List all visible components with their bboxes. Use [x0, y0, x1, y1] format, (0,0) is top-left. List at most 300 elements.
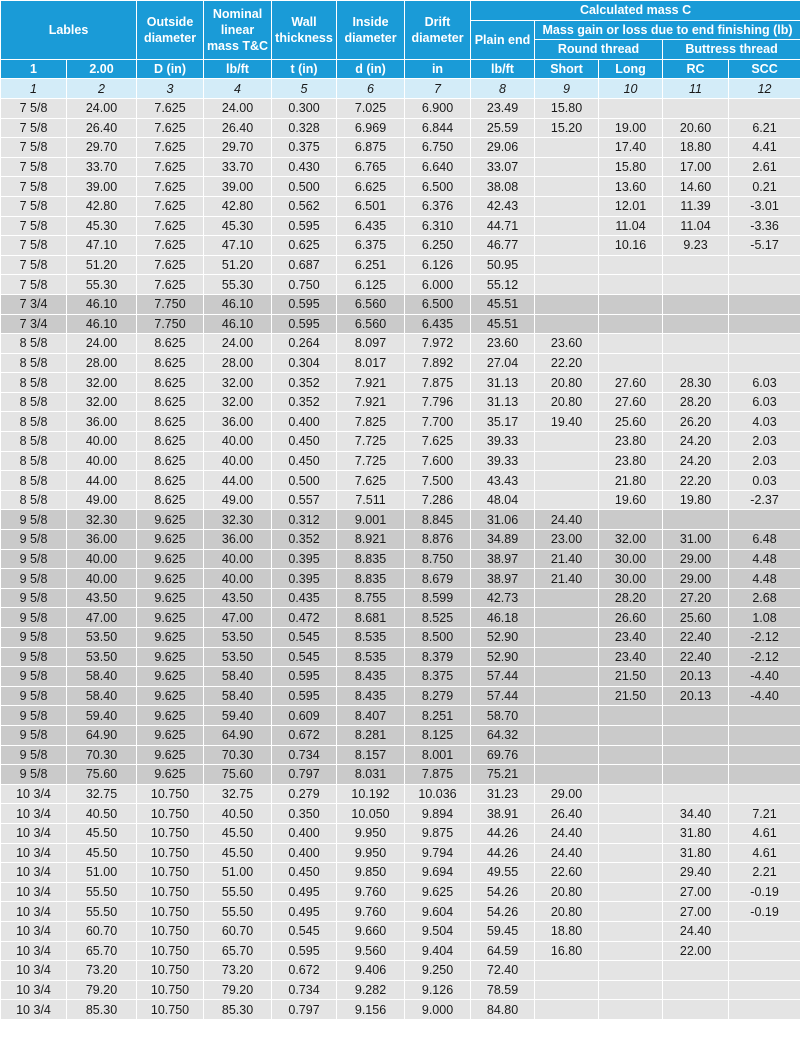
table-cell: 24.00: [204, 334, 272, 354]
table-cell: 8.681: [337, 608, 405, 628]
table-cell: 54.26: [471, 882, 535, 902]
table-cell: [599, 314, 663, 334]
table-cell: 7.825: [337, 412, 405, 432]
table-cell: 51.20: [67, 255, 137, 275]
table-cell: 75.60: [67, 765, 137, 785]
table-row: [1, 706, 800, 726]
table-row: [1, 255, 800, 275]
header-plain-end: Plain end: [471, 20, 535, 59]
table-cell: 23.60: [471, 334, 535, 354]
table-cell: -0.19: [729, 902, 800, 922]
table-row: [1, 98, 800, 118]
table-cell: 7 3/4: [1, 294, 67, 314]
table-cell: 7.511: [337, 490, 405, 510]
table-row: [1, 647, 800, 667]
table-cell: [535, 314, 599, 334]
table-cell: 7 5/8: [1, 118, 67, 138]
table-cell: 70.30: [204, 745, 272, 765]
table-cell: 20.80: [535, 882, 599, 902]
table-cell: 36.00: [67, 530, 137, 550]
table-cell: 12.01: [599, 196, 663, 216]
table-cell: [599, 980, 663, 1000]
table-cell: 7.972: [405, 334, 471, 354]
table-cell: 40.00: [67, 432, 137, 452]
table-cell: 10 3/4: [1, 804, 67, 824]
header-long: Long: [599, 59, 663, 79]
table-cell: [599, 255, 663, 275]
table-cell: [535, 138, 599, 158]
column-number: 12: [729, 79, 800, 99]
column-number: 5: [272, 79, 337, 99]
table-cell: 42.73: [471, 588, 535, 608]
table-cell: 0.595: [272, 314, 337, 334]
table-row: [1, 608, 800, 628]
table-cell: 21.50: [599, 667, 663, 687]
table-cell: 6.48: [729, 530, 800, 550]
table-cell: 8.001: [405, 745, 471, 765]
table-cell: 8.407: [337, 706, 405, 726]
table-cell: 15.80: [535, 98, 599, 118]
table-cell: [535, 432, 599, 452]
table-row: [1, 941, 800, 961]
table-cell: 46.10: [67, 314, 137, 334]
table-cell: 26.20: [663, 412, 729, 432]
table-cell: 4.48: [729, 549, 800, 569]
table-cell: 8.876: [405, 530, 471, 550]
table-cell: 6.126: [405, 255, 471, 275]
table-cell: 6.875: [337, 138, 405, 158]
table-cell: 58.40: [204, 667, 272, 687]
table-cell: [663, 745, 729, 765]
table-cell: 24.40: [535, 510, 599, 530]
table-row: [1, 686, 800, 706]
table-cell: 24.40: [663, 921, 729, 941]
table-cell: [535, 177, 599, 197]
table-cell: 27.00: [663, 882, 729, 902]
table-cell: 10 3/4: [1, 1000, 67, 1020]
table-cell: 32.30: [204, 510, 272, 530]
table-cell: 10.750: [137, 902, 204, 922]
table-cell: [599, 843, 663, 863]
table-cell: 6.03: [729, 373, 800, 393]
table-cell: 39.00: [204, 177, 272, 197]
table-cell: 52.90: [471, 628, 535, 648]
table-cell: -4.40: [729, 667, 800, 687]
table-cell: 64.90: [67, 725, 137, 745]
table-cell: 45.30: [204, 216, 272, 236]
table-cell: 0.400: [272, 412, 337, 432]
table-cell: 49.55: [471, 863, 535, 883]
table-cell: 85.30: [67, 1000, 137, 1020]
table-cell: 47.10: [67, 236, 137, 256]
table-row: [1, 236, 800, 256]
table-cell: [729, 745, 800, 765]
table-cell: 25.60: [663, 608, 729, 628]
table-cell: 32.00: [599, 530, 663, 550]
table-cell: 9 5/8: [1, 549, 67, 569]
table-cell: [535, 745, 599, 765]
table-cell: 40.00: [204, 451, 272, 471]
table-cell: 6.969: [337, 118, 405, 138]
table-row: [1, 882, 800, 902]
table-cell: 69.76: [471, 745, 535, 765]
table-cell: 23.80: [599, 451, 663, 471]
table-cell: 4.48: [729, 569, 800, 589]
table-cell: 85.30: [204, 1000, 272, 1020]
table-cell: 8.750: [405, 549, 471, 569]
table-cell: 9 5/8: [1, 745, 67, 765]
table-cell: 23.40: [599, 628, 663, 648]
table-cell: 7.725: [337, 451, 405, 471]
table-cell: 10.750: [137, 980, 204, 1000]
table-cell: 40.50: [204, 804, 272, 824]
table-row: [1, 216, 800, 236]
table-cell: 6.21: [729, 118, 800, 138]
table-cell: 16.80: [535, 941, 599, 961]
table-row: [1, 804, 800, 824]
table-cell: [535, 588, 599, 608]
table-cell: 43.50: [67, 588, 137, 608]
table-cell: 65.70: [67, 941, 137, 961]
table-cell: 20.80: [535, 902, 599, 922]
table-cell: 7.921: [337, 392, 405, 412]
table-cell: 32.00: [204, 392, 272, 412]
table-cell: 17.00: [663, 157, 729, 177]
table-cell: 32.30: [67, 510, 137, 530]
table-cell: 7.625: [137, 157, 204, 177]
table-cell: 58.40: [67, 667, 137, 687]
table-cell: 10.750: [137, 863, 204, 883]
header-buttress-thread: Buttress thread: [663, 40, 800, 60]
table-cell: 10.750: [137, 804, 204, 824]
table-cell: 0.797: [272, 765, 337, 785]
table-cell: [729, 1000, 800, 1020]
table-cell: 6.03: [729, 392, 800, 412]
table-cell: 8.097: [337, 334, 405, 354]
table-cell: 7.625: [137, 216, 204, 236]
table-cell: 60.70: [67, 921, 137, 941]
table-cell: 9.504: [405, 921, 471, 941]
table-cell: 39.00: [67, 177, 137, 197]
table-cell: 27.20: [663, 588, 729, 608]
table-cell: 44.00: [67, 471, 137, 491]
table-cell: 70.30: [67, 745, 137, 765]
table-cell: [535, 196, 599, 216]
table-cell: 2.03: [729, 432, 800, 452]
table-row: [1, 667, 800, 687]
table-cell: 11.04: [663, 216, 729, 236]
table-cell: 42.43: [471, 196, 535, 216]
table-cell: 0.395: [272, 569, 337, 589]
header-round-thread: Round thread: [535, 40, 663, 60]
table-cell: 6.500: [405, 294, 471, 314]
table-cell: 34.40: [663, 804, 729, 824]
table-cell: -4.40: [729, 686, 800, 706]
table-cell: 0.672: [272, 725, 337, 745]
table-cell: 0.400: [272, 823, 337, 843]
table-cell: 75.60: [204, 765, 272, 785]
table-cell: 53.50: [67, 628, 137, 648]
table-cell: 8.435: [337, 686, 405, 706]
table-row: [1, 530, 800, 550]
table-cell: 30.00: [599, 569, 663, 589]
table-cell: 0.472: [272, 608, 337, 628]
table-cell: 7.875: [405, 373, 471, 393]
table-cell: 7 5/8: [1, 157, 67, 177]
table-cell: 9.156: [337, 1000, 405, 1020]
table-cell: 7 5/8: [1, 255, 67, 275]
table-cell: [663, 980, 729, 1000]
table-cell: 9 5/8: [1, 588, 67, 608]
table-cell: 7.625: [137, 236, 204, 256]
table-cell: 8.279: [405, 686, 471, 706]
table-cell: 10.750: [137, 921, 204, 941]
table-cell: 55.50: [67, 882, 137, 902]
table-cell: 40.00: [204, 549, 272, 569]
table-cell: 9.625: [137, 667, 204, 687]
table-cell: 9.560: [337, 941, 405, 961]
table-cell: [599, 961, 663, 981]
column-number: 4: [204, 79, 272, 99]
table-row: [1, 745, 800, 765]
unit-cell: 1: [1, 59, 67, 79]
table-cell: 55.30: [204, 275, 272, 295]
table-cell: 10.750: [137, 784, 204, 804]
table-cell: 84.80: [471, 1000, 535, 1020]
header-outside-diameter: Outside diameter: [137, 1, 204, 60]
table-cell: 9 5/8: [1, 608, 67, 628]
table-cell: 18.80: [535, 921, 599, 941]
table-cell: [599, 1000, 663, 1020]
table-cell: [729, 706, 800, 726]
table-cell: 4.61: [729, 843, 800, 863]
table-cell: 0.750: [272, 275, 337, 295]
table-row: [1, 725, 800, 745]
table-cell: 55.50: [67, 902, 137, 922]
table-cell: 64.32: [471, 725, 535, 745]
table-cell: 25.59: [471, 118, 535, 138]
table-cell: 22.00: [663, 941, 729, 961]
table-cell: 64.59: [471, 941, 535, 961]
table-cell: 49.00: [67, 490, 137, 510]
table-cell: 8.125: [405, 725, 471, 745]
table-cell: 53.50: [67, 647, 137, 667]
table-cell: 7 5/8: [1, 216, 67, 236]
table-row: [1, 490, 800, 510]
unit-cell: 2.00: [67, 59, 137, 79]
table-row: [1, 549, 800, 569]
table-cell: 10 3/4: [1, 902, 67, 922]
table-cell: 9.001: [337, 510, 405, 530]
table-cell: [535, 706, 599, 726]
table-cell: 9.760: [337, 902, 405, 922]
table-cell: [729, 334, 800, 354]
table-cell: 20.13: [663, 667, 729, 687]
table-cell: 46.18: [471, 608, 535, 628]
table-cell: [535, 157, 599, 177]
table-cell: 0.435: [272, 588, 337, 608]
table-cell: [599, 725, 663, 745]
column-number: 10: [599, 79, 663, 99]
table-cell: 10.750: [137, 1000, 204, 1020]
table-cell: 9.894: [405, 804, 471, 824]
table-cell: 8 5/8: [1, 412, 67, 432]
header-short: Short: [535, 59, 599, 79]
table-cell: 45.51: [471, 294, 535, 314]
table-cell: 73.20: [67, 961, 137, 981]
table-cell: 28.00: [204, 353, 272, 373]
table-cell: 27.60: [599, 373, 663, 393]
table-cell: 11.04: [599, 216, 663, 236]
table-cell: 9.23: [663, 236, 729, 256]
table-cell: 23.60: [535, 334, 599, 354]
table-cell: 9.604: [405, 902, 471, 922]
table-cell: 14.60: [663, 177, 729, 197]
header-inside-diameter: Inside diameter: [337, 1, 405, 60]
table-cell: 6.435: [405, 314, 471, 334]
table-cell: 20.80: [535, 392, 599, 412]
table-cell: 6.640: [405, 157, 471, 177]
table-cell: 0.375: [272, 138, 337, 158]
table-cell: [729, 314, 800, 334]
table-cell: [663, 961, 729, 981]
table-cell: [663, 314, 729, 334]
table-cell: 55.50: [204, 902, 272, 922]
table-cell: 48.04: [471, 490, 535, 510]
table-cell: 8.625: [137, 373, 204, 393]
table-cell: [663, 294, 729, 314]
table-cell: [663, 725, 729, 745]
table-cell: 21.40: [535, 549, 599, 569]
table-cell: 6.560: [337, 314, 405, 334]
table-cell: 10 3/4: [1, 980, 67, 1000]
table-cell: [599, 784, 663, 804]
table-cell: 0.687: [272, 255, 337, 275]
table-cell: [599, 353, 663, 373]
table-row: [1, 196, 800, 216]
table-cell: 22.40: [663, 647, 729, 667]
table-cell: [535, 686, 599, 706]
table-cell: 55.50: [204, 882, 272, 902]
table-cell: 8.625: [137, 353, 204, 373]
table-cell: 0.352: [272, 373, 337, 393]
table-cell: 75.21: [471, 765, 535, 785]
table-cell: 11.39: [663, 196, 729, 216]
table-cell: 42.80: [67, 196, 137, 216]
table-cell: 15.80: [599, 157, 663, 177]
table-cell: [599, 921, 663, 941]
table-cell: 8.845: [405, 510, 471, 530]
header-nominal-linear-mass: Nominal linear mass T&C: [204, 1, 272, 60]
table-cell: 73.20: [204, 961, 272, 981]
table-cell: 0.304: [272, 353, 337, 373]
table-cell: 24.40: [535, 823, 599, 843]
table-cell: [599, 804, 663, 824]
table-row: [1, 471, 800, 491]
table-cell: 8.500: [405, 628, 471, 648]
table-cell: 6.900: [405, 98, 471, 118]
table-cell: 7 5/8: [1, 196, 67, 216]
table-cell: -2.12: [729, 647, 800, 667]
column-number: 6: [337, 79, 405, 99]
table-cell: 22.20: [663, 471, 729, 491]
table-cell: [599, 941, 663, 961]
table-cell: 0.557: [272, 490, 337, 510]
table-cell: 21.50: [599, 686, 663, 706]
table-cell: [535, 608, 599, 628]
table-row: [1, 510, 800, 530]
table-cell: 19.40: [535, 412, 599, 432]
unit-cell: d (in): [337, 59, 405, 79]
table-cell: 25.60: [599, 412, 663, 432]
table-cell: [663, 98, 729, 118]
table-cell: 58.40: [67, 686, 137, 706]
table-cell: 33.70: [67, 157, 137, 177]
column-number: 9: [535, 79, 599, 99]
table-cell: 0.450: [272, 432, 337, 452]
table-cell: 8 5/8: [1, 334, 67, 354]
table-cell: 8.435: [337, 667, 405, 687]
table-cell: 39.33: [471, 451, 535, 471]
table-cell: 9.625: [137, 765, 204, 785]
table-cell: 10.750: [137, 843, 204, 863]
table-cell: 2.21: [729, 863, 800, 883]
table-row: [1, 1000, 800, 1020]
table-cell: 21.80: [599, 471, 663, 491]
table-cell: 0.264: [272, 334, 337, 354]
table-cell: 42.80: [204, 196, 272, 216]
unit-cell: lb/ft: [204, 59, 272, 79]
table-cell: 7.625: [137, 98, 204, 118]
table-cell: 28.20: [663, 392, 729, 412]
table-cell: 21.40: [535, 569, 599, 589]
table-cell: 18.80: [663, 138, 729, 158]
table-cell: 9.625: [137, 745, 204, 765]
table-row: [1, 432, 800, 452]
table-cell: 7.025: [337, 98, 405, 118]
table-cell: 46.10: [67, 294, 137, 314]
table-cell: -2.37: [729, 490, 800, 510]
table-cell: 8.625: [137, 334, 204, 354]
table-cell: 30.00: [599, 549, 663, 569]
table-cell: [729, 725, 800, 745]
table-cell: [535, 765, 599, 785]
table-cell: 8.921: [337, 530, 405, 550]
table-cell: 51.00: [67, 863, 137, 883]
table-cell: 38.97: [471, 549, 535, 569]
table-row: [1, 765, 800, 785]
table-cell: 40.00: [67, 549, 137, 569]
table-cell: [535, 1000, 599, 1020]
table-cell: 8.755: [337, 588, 405, 608]
table-cell: 2.61: [729, 157, 800, 177]
table-cell: 7.750: [137, 314, 204, 334]
table-row: [1, 392, 800, 412]
table-cell: 31.00: [663, 530, 729, 550]
table-cell: 0.279: [272, 784, 337, 804]
table-cell: 46.10: [204, 294, 272, 314]
table-cell: 9.875: [405, 823, 471, 843]
table-cell: 7 5/8: [1, 177, 67, 197]
table-cell: 36.00: [204, 412, 272, 432]
table-cell: 45.50: [204, 823, 272, 843]
table-cell: [535, 961, 599, 981]
table-cell: 59.40: [67, 706, 137, 726]
table-cell: 9.404: [405, 941, 471, 961]
table-row: [1, 275, 800, 295]
table-cell: 43.50: [204, 588, 272, 608]
table-cell: 7.600: [405, 451, 471, 471]
